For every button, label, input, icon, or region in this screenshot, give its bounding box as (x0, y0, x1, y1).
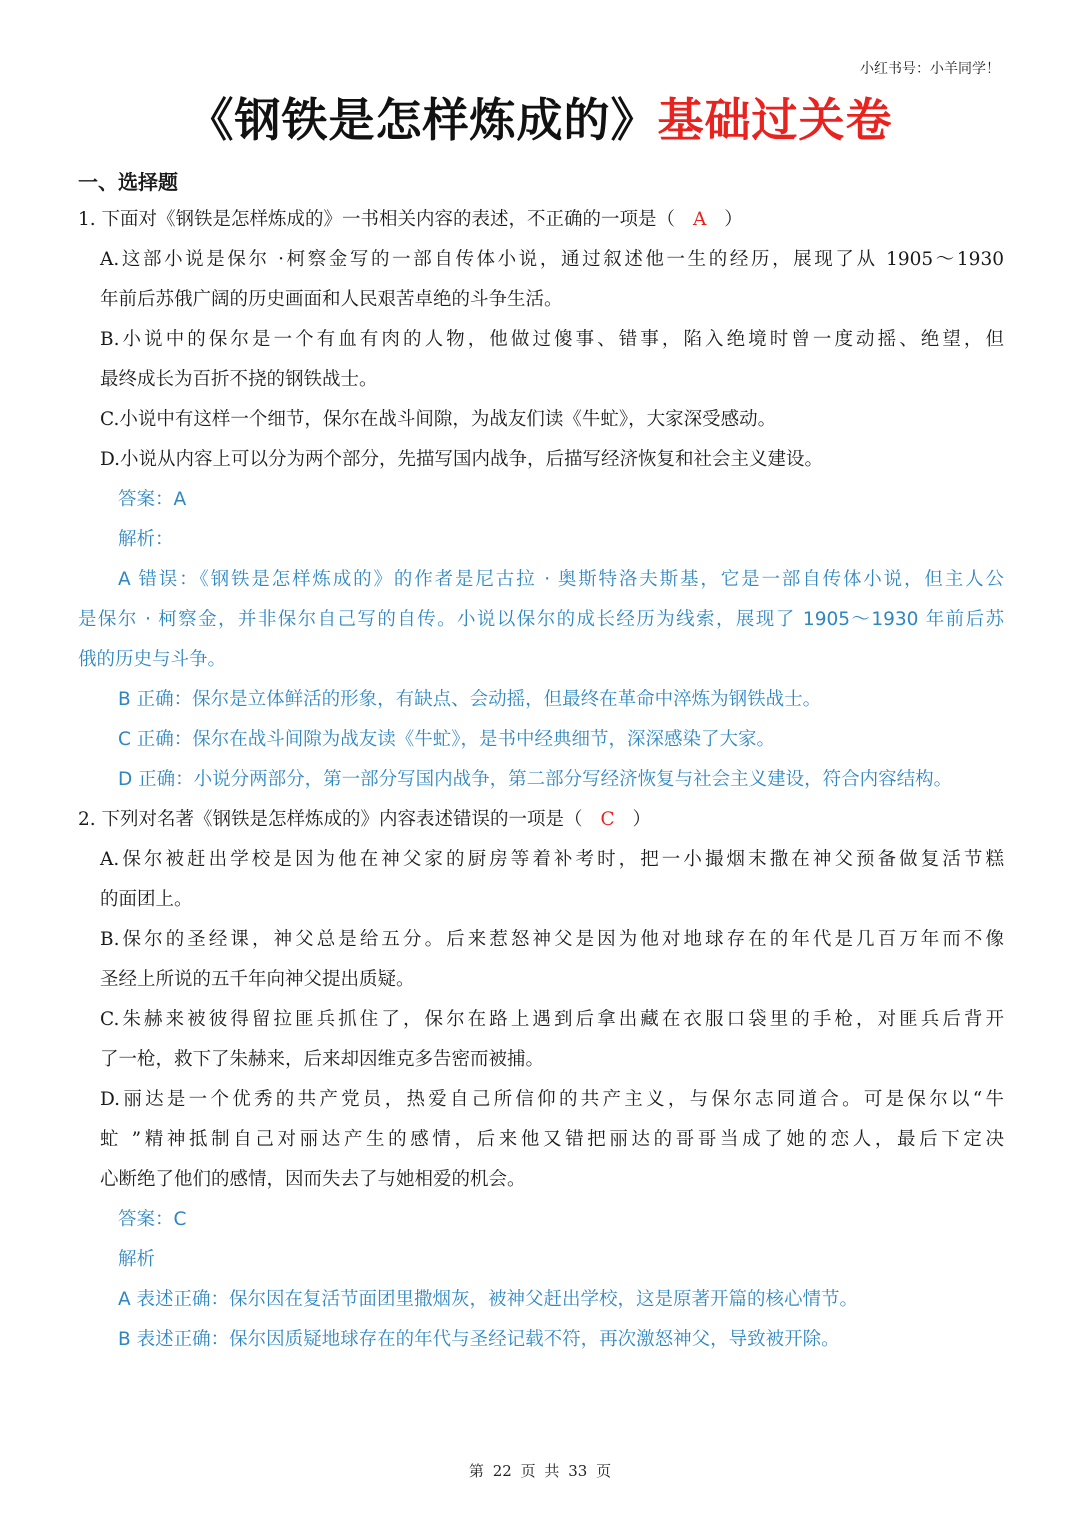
answer-mark: C (600, 809, 615, 830)
analysis-label: 解析 (118, 1249, 156, 1270)
explanation-b: B 表述正确：保尔因质疑地球存在的年代与圣经记载不符，再次激怒神父，导致被开除。 (118, 1329, 840, 1350)
explanation-a-line3: 俄的历史与斗争。 (78, 649, 227, 670)
explanation-b: B 正确：保尔是立体鲜活的形象，有缺点、会动摇，但最终在革命中淬炼为钢铁战士。 (118, 689, 822, 710)
answer-text: 答案：C (118, 1209, 187, 1230)
question-stem-close: ） (632, 809, 651, 830)
option-d-line3: 心断绝了他们的感情，因而失去了与她相爱的机会。 (100, 1169, 526, 1190)
footer-page-label: 页 (520, 1462, 536, 1480)
footer-prefix: 第 (468, 1462, 484, 1480)
option-d-line1: D.丽达是一个优秀的共产党员，热爱自己所信仰的共产主义，与保尔志同道合。可是保尔以“牛 (100, 1089, 1004, 1110)
question-stem-close: ） (724, 209, 743, 230)
explanation-a-line1: A 错误：《钢铁是怎样炼成的》的作者是尼古拉 · 奥斯特洛夫斯基，它是一部自传体小说，但主人公 (118, 569, 1004, 590)
header-note: 小红书号：小羊同学！ (860, 61, 1000, 77)
explanation-a-line2: 是保尔 · 柯察金，并非保尔自己写的自传。小说以保尔的成长经历为线索，展现了 1905～1930 年前后苏 (78, 609, 1004, 630)
option-b-line1: B.小说中的保尔是一个有血有肉的人物，他做过傻事、错事，陷入绝境时曾一度动摇、绝望，但 (100, 329, 1004, 350)
explanation-a: A 表述正确：保尔因在复活节面团里撒烟灰，被神父赶出学校，这是原著开篇的核心情节。 (118, 1289, 859, 1310)
option-d-line2: 虻 ”精神抵制自己对丽达产生的感情，后来他又错把丽达的哥哥当成了她的恋人，最后下定决 (100, 1129, 1004, 1150)
question-stem-text: 2. 下列对名著《钢铁是怎样炼成的》内容表述错误的一项是（ (78, 809, 583, 830)
footer-suffix: 页 (596, 1462, 612, 1480)
analysis-label: 解析： (118, 529, 174, 550)
option-b-line2: 圣经上所说的五千年向神父提出质疑。 (100, 969, 415, 990)
answer-mark: A (692, 209, 707, 230)
question-stem-text: 1. 下面对《钢铁是怎样炼成的》一书相关内容的表述，不正确的一项是（ (78, 209, 676, 230)
option-d: D.小说从内容上可以分为两个部分，先描写国内战争，后描写经济恢复和社会主义建设。 (100, 449, 824, 470)
explanation-c: C 正确：保尔在战斗间隙为战友读《牛虻》，是书中经典细节，深深感染了大家。 (118, 729, 776, 750)
option-c-line2: 了一枪，救下了朱赫来，后来却因维克多告密而被捕。 (100, 1049, 545, 1070)
explanation-d: D 正确：小说分两部分，第一部分写国内战争，第二部分写经济恢复与社会主义建设，符合内容结构。 (118, 769, 953, 790)
footer-total-label: 共 (544, 1462, 560, 1480)
option-a-line2: 年前后苏俄广阔的历史画面和人民艰苦卓绝的斗争生活。 (100, 289, 563, 310)
section-heading: 一、选择题 (78, 170, 178, 194)
question-2-stem (78, 800, 1004, 840)
page-footer (0, 1460, 1080, 1481)
option-a-line2: 的面团上。 (100, 889, 193, 910)
question-list (78, 200, 1004, 1360)
question-1-stem (78, 200, 1004, 240)
option-b-line1: B.保尔的圣经课，神父总是给五分。后来惹怒神父是因为他对地球存在的年代是几百万年而不像 (100, 929, 1004, 950)
option-b-line2: 最终成长为百折不挠的钢铁战士。 (100, 369, 378, 390)
title-book-name: 《钢铁是怎样炼成的》 (187, 93, 658, 147)
answer-text: 答案：A (118, 489, 187, 510)
page-title (0, 92, 1080, 148)
option-a-line1: A.这部小说是保尔 ·柯察金写的一部自传体小说，通过叙述他一生的经历，展现了从 1905～1930 (100, 249, 1004, 270)
option-c: C.小说中有这样一个细节，保尔在战斗间隙，为战友们读《牛虻》，大家深受感动。 (100, 409, 777, 430)
option-a-line1: A.保尔被赶出学校是因为他在神父家的厨房等着补考时，把一小撮烟末撒在神父预备做复活节糕 (100, 849, 1004, 870)
current-page-number: 22 (492, 1462, 512, 1480)
option-c-line1: C.朱赫来被彼得留拉匪兵抓住了，保尔在路上遇到后拿出藏在衣服口袋里的手枪，对匪兵后背开 (100, 1009, 1004, 1030)
total-page-number: 33 (568, 1462, 588, 1480)
title-subtitle: 基础过关卷 (657, 93, 893, 147)
